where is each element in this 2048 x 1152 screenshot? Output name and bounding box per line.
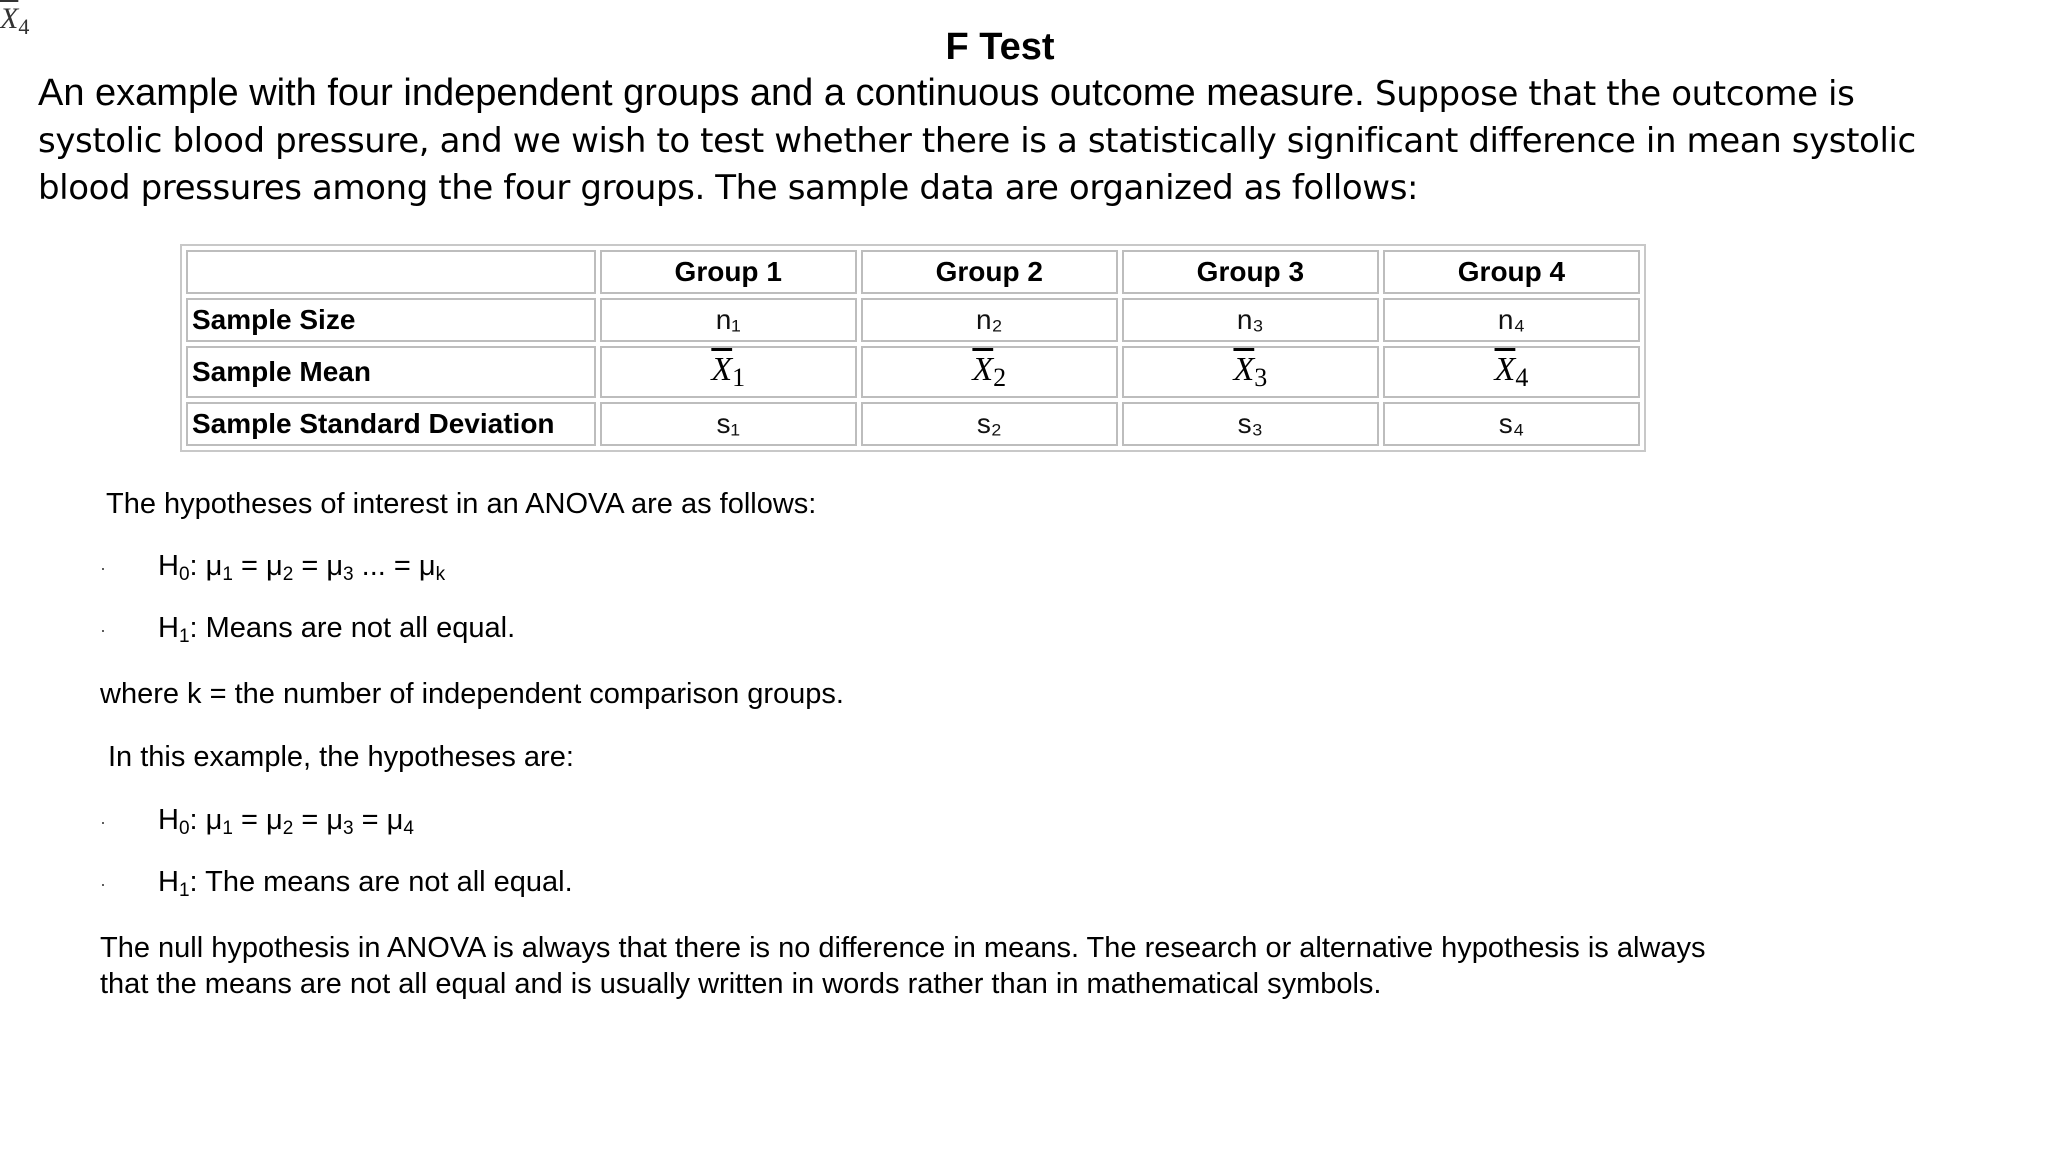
header-group-2: Group 2: [861, 250, 1118, 294]
h-sub: 0: [178, 564, 190, 585]
mean-symbol: $\overline{X}$: [1494, 351, 1516, 388]
mu-sub: 2: [282, 818, 294, 839]
example-alt-hypothesis: [158, 866, 573, 902]
mean-index: 3: [1254, 363, 1268, 392]
corner-x-char: $\overline{X}$: [0, 2, 19, 35]
cell-sd-1: s₁: [600, 402, 857, 446]
cell-size-2: n₂: [861, 298, 1118, 342]
bullet-icon: ·: [100, 874, 106, 894]
mu-term: = μ: [232, 804, 283, 836]
mu-sub: 3: [343, 564, 354, 585]
header-group-1: Group 1: [600, 250, 857, 294]
mean-symbol: $\overline{X}$: [711, 351, 733, 388]
hypotheses-intro: The hypotheses of interest in an ANOVA are as follows:: [106, 488, 817, 520]
row-label-sample-sd: Sample Standard Deviation: [186, 402, 596, 446]
intro-lead: An example with four independent groups and a continuous outcome measure.: [38, 72, 1365, 114]
mu-term: = μ: [353, 804, 404, 836]
closing-paragraph: [100, 930, 1800, 1002]
header-group-4: Group 4: [1383, 250, 1640, 294]
mu-sub: 1: [222, 818, 233, 839]
mean-index: 2: [993, 363, 1007, 392]
intro-body: Suppose that the outcome is systolic blood pressure, and we wish to test whether there is a statistically significant difference in mean systolic blood pressures among the four groups. The sample data are organized as follows:: [38, 74, 1916, 208]
corner-x-sub: 4: [18, 14, 30, 39]
mu-term: = μ: [293, 550, 344, 582]
bullet-icon: ·: [100, 812, 106, 832]
cell-mean-3: [1122, 346, 1379, 398]
row-label-sample-size: Sample Size: [186, 298, 596, 342]
header-group-3: Group 3: [1122, 250, 1379, 294]
h-symbol: H: [158, 550, 179, 582]
mu-sub: 4: [403, 818, 414, 839]
general-alt-hypothesis: [158, 612, 515, 648]
h1-text: : The means are not all equal.: [189, 866, 573, 898]
mean-index: 1: [732, 363, 746, 392]
bullet-icon: ·: [100, 620, 106, 640]
table-row-sample-size: [186, 298, 1640, 342]
table-corner-cell: [186, 250, 596, 294]
row-label-sample-mean: Sample Mean: [186, 346, 596, 398]
intro-paragraph: [38, 70, 1978, 212]
mean-index: 4: [1515, 363, 1529, 392]
h1-text: : Means are not all equal.: [189, 612, 516, 644]
closing-line-1: The null hypothesis in ANOVA is always that there is no difference in means. The research or alternative hypothesis is always: [100, 932, 1706, 964]
mean-symbol: $\overline{X}$: [1233, 351, 1255, 388]
mu-term: : μ: [189, 804, 223, 836]
mu-sub: 2: [282, 564, 294, 585]
example-intro: In this example, the hypotheses are:: [108, 741, 574, 773]
mu-sub: 3: [343, 818, 354, 839]
h-sub: 0: [178, 818, 190, 839]
cell-mean-4: [1383, 346, 1640, 398]
cell-size-3: n₃: [1122, 298, 1379, 342]
mu-term: = μ: [232, 550, 283, 582]
mu-term: : μ: [189, 550, 223, 582]
h-sub: 1: [178, 626, 190, 647]
closing-line-2: that the means are not all equal and is usually written in words rather than in mathematical symbols.: [100, 968, 1382, 1000]
mu-term: = μ: [293, 804, 344, 836]
h-symbol: H: [158, 804, 179, 836]
cell-mean-1: [600, 346, 857, 398]
mean-symbol: $\overline{X}$: [972, 351, 994, 388]
table-header-row: [186, 250, 1640, 294]
h-symbol: H: [158, 866, 179, 898]
mu-term: ... = μ: [353, 550, 436, 582]
h-sub: 1: [178, 880, 190, 901]
page-title: F Test: [945, 26, 1055, 68]
sample-data-table: [180, 244, 1646, 452]
mu-sub: 1: [222, 564, 233, 585]
table-row-sample-mean: [186, 346, 1640, 398]
bullet-icon: ·: [100, 558, 106, 578]
general-null-hypothesis: [158, 550, 445, 586]
example-null-hypothesis: [158, 804, 414, 840]
h-symbol: H: [158, 612, 179, 644]
where-k-note: where k = the number of independent comparison groups.: [100, 678, 844, 710]
cell-mean-2: [861, 346, 1118, 398]
table-row-sample-sd: [186, 402, 1640, 446]
mu-sub: k: [435, 564, 446, 585]
cell-sd-4: s₄: [1383, 402, 1640, 446]
cell-sd-2: s₂: [861, 402, 1118, 446]
cell-sd-3: s₃: [1122, 402, 1379, 446]
cell-size-4: n₄: [1383, 298, 1640, 342]
cell-size-1: n₁: [600, 298, 857, 342]
